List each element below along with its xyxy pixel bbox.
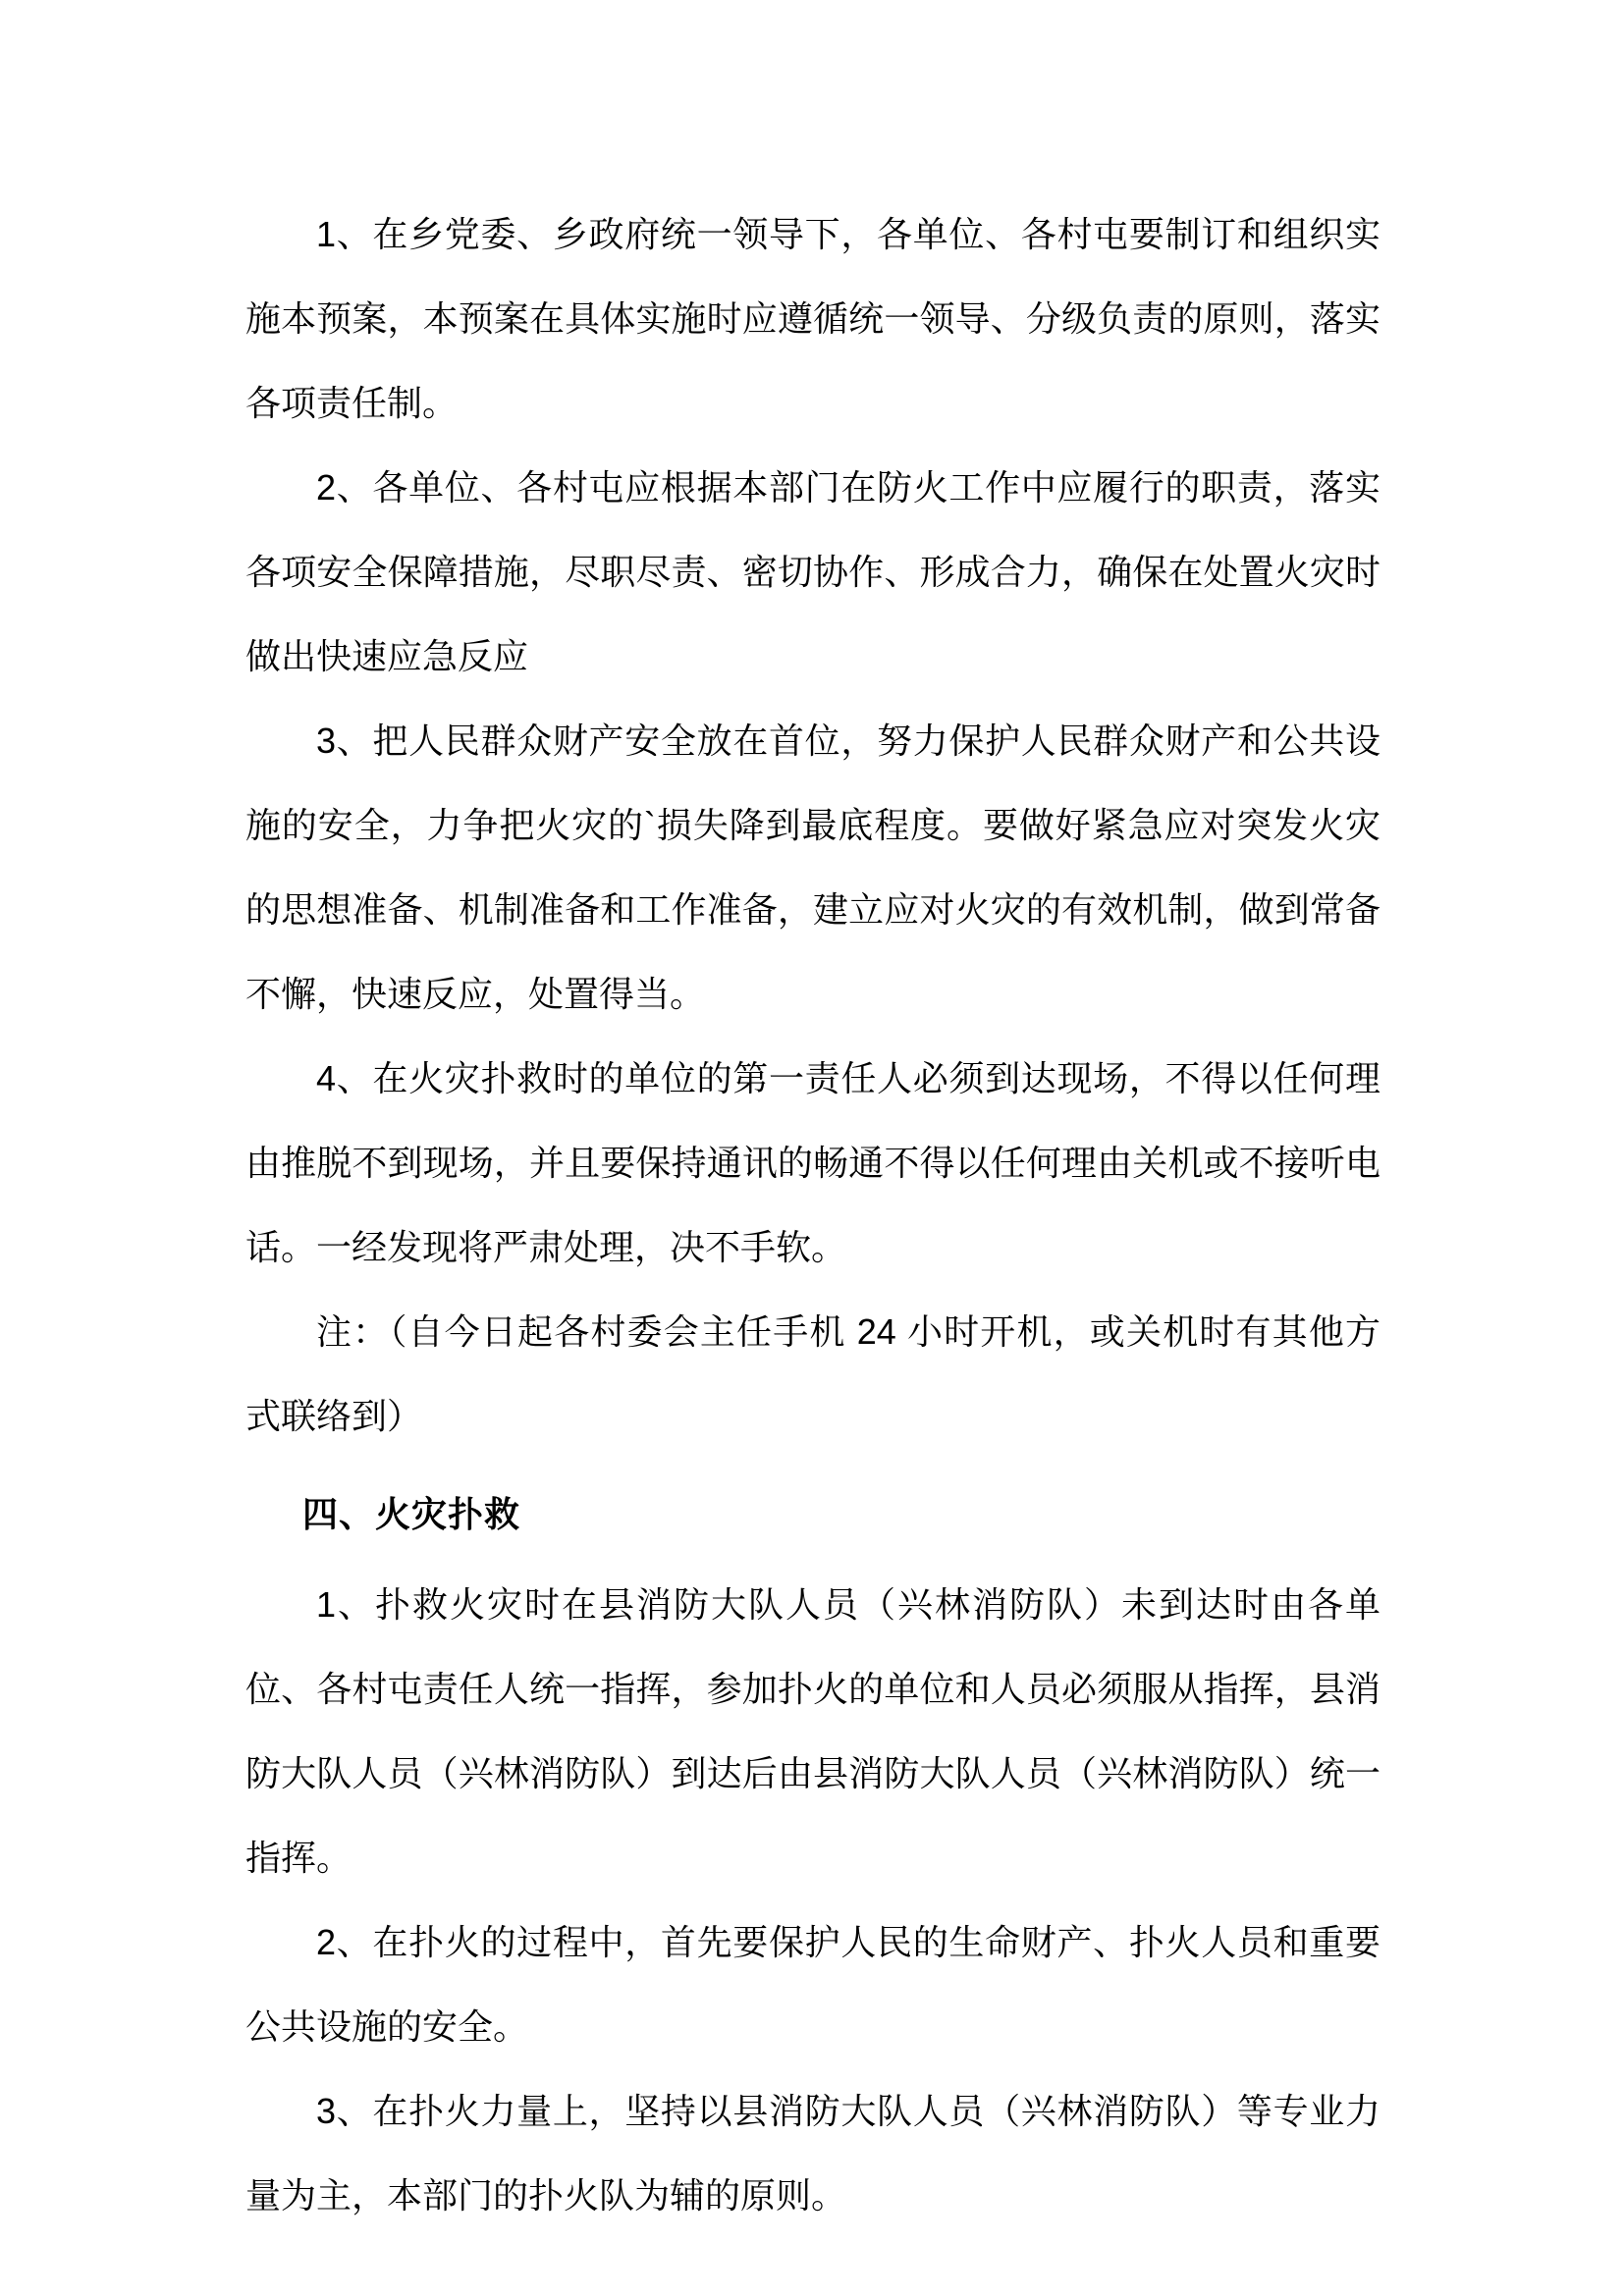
paragraph-7: 3、在扑火力量上，坚持以县消防大队人员（兴林消防队）等专业力量为主，本部门的扑火队为辅的原则。 (245, 2091, 1380, 2216)
paragraph-note: 注：（自今日起各村委会主任手机 24 小时开机，或关机时有其他方式联络到） (245, 1311, 1380, 1436)
heading-spacer-top (245, 1459, 1380, 1472)
paragraph-6: 2、在扑火的过程中，首先要保护人民的生命财产、扑火人员和重要公共设施的安全。 (245, 1922, 1380, 2047)
paragraph-3: 3、把人民群众财产安全放在首位，努力保护人民群众财产和公共设施的安全，力争把火灾的`损失降到最底程度。要做好紧急应对突发火灾的思想准备、机制准备和工作准备，建立应对火灾的有效机制，做到常备不懈，快速反应，处置得当。 (245, 721, 1380, 1014)
paragraph-4: 4、在火灾扑救时的单位的第一责任人必须到达现场，不得以任何理由推脱不到现场，并且要保持通讯的畅通不得以任何理由关机或不接听电话。一经发现将严肃处理，决不手软。 (245, 1058, 1380, 1267)
document-body (245, 192, 1380, 2238)
paragraph-5: 1、扑救火灾时在县消防大队人员（兴林消防队）未到达时由各单位、各村屯责任人统一指挥，参加扑火的单位和人员必须服从指挥，县消防大队人员（兴林消防队）到达后由县消防大队人员（兴林消防队）统一指挥。 (245, 1584, 1380, 1878)
paragraph-1: 1、在乡党委、乡政府统一领导下，各单位、各村屯要制订和组织实施本预案，本预案在具体实施时应遵循统一领导、分级负责的原则，落实各项责任制。 (245, 214, 1380, 423)
section-heading-fire-fighting: 四、火灾扑救 (302, 1494, 521, 1534)
paragraph-2: 2、各单位、各村屯应根据本部门在防火工作中应履行的职责，落实各项安全保障措施，尽职尽责、密切协作、形成合力，确保在处置火灾时做出快速应急反应 (245, 467, 1380, 676)
